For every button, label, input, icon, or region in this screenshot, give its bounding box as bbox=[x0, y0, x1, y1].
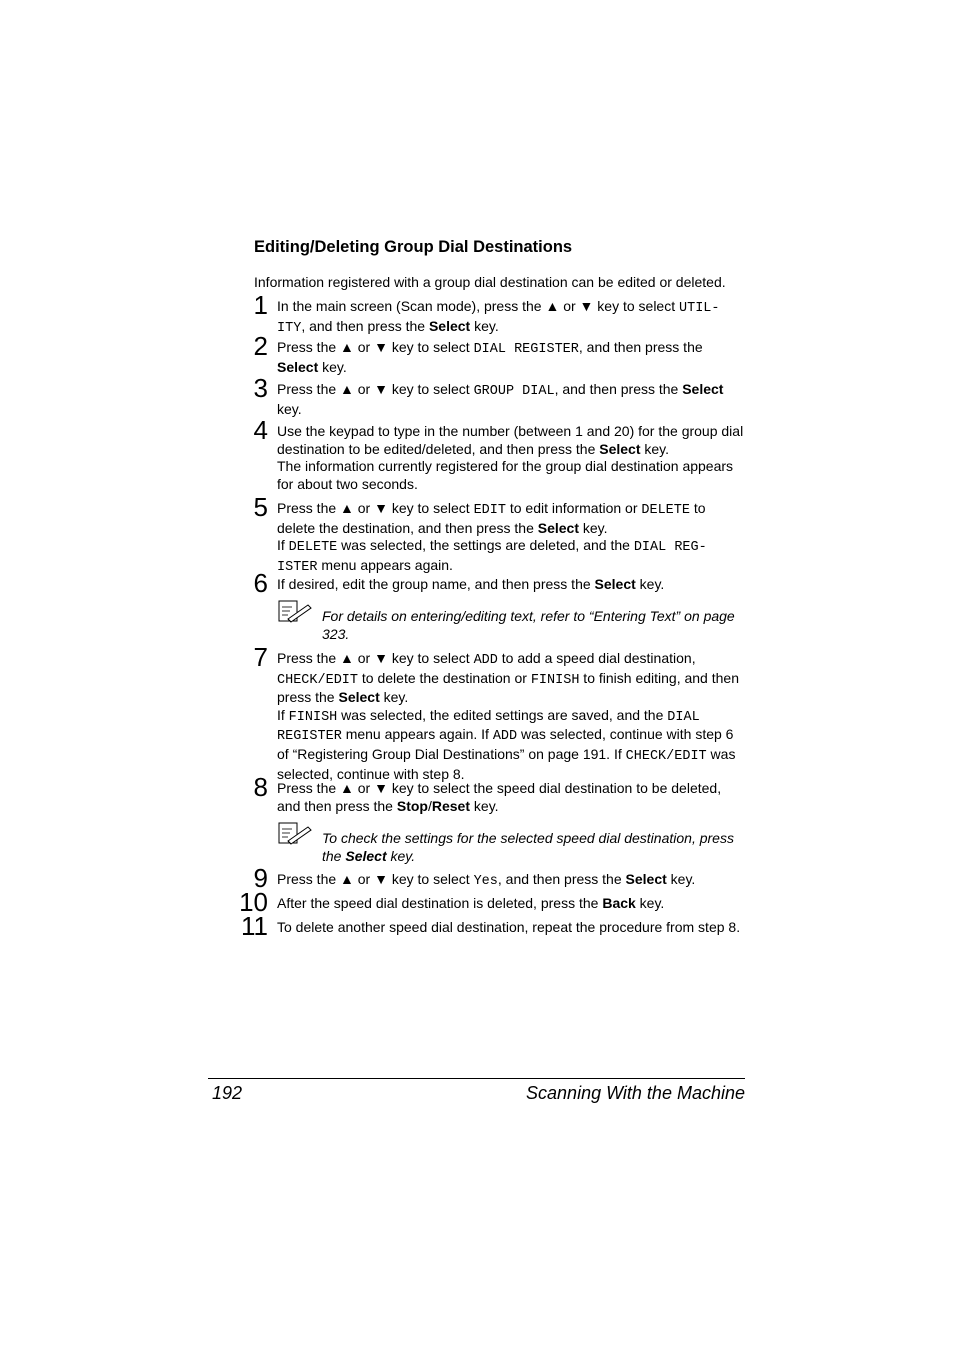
step-1: In the main screen (Scan mode), press the ▲ or ▼ key to select UTIL-ITY, and then press the Select key. bbox=[277, 298, 720, 336]
step-number-9: 9 bbox=[253, 863, 268, 893]
step-11: To delete another speed dial destination, repeat the procedure from step 8. bbox=[277, 919, 741, 935]
step-9: Press the ▲ or ▼ key to select Yes, and then press the Select key. bbox=[277, 871, 696, 889]
step-4: Use the keypad to type in the number (between 1 and 20) for the group dial destination to be edited/deleted, and then press the Select key. The information currently registered for the group dial destination appears for about two seconds. bbox=[277, 423, 744, 492]
note-pencil-icon bbox=[278, 600, 314, 624]
step-number-1: 1 bbox=[253, 290, 268, 320]
step-3: Press the ▲ or ▼ key to select GROUP DIAL, and then press the Select key. bbox=[277, 381, 724, 417]
note-1: For details on entering/editing text, refer to “Entering Text” on page 323. bbox=[322, 608, 735, 642]
step-number-3: 3 bbox=[253, 373, 268, 403]
step-10: After the speed dial destination is deleted, press the Back key. bbox=[277, 895, 665, 911]
section-heading: Editing/Deleting Group Dial Destinations bbox=[254, 238, 573, 256]
note-2: To check the settings for the selected speed dial destination, press the Select key. bbox=[322, 830, 734, 864]
step-6: If desired, edit the group name, and then press the Select key. bbox=[277, 576, 665, 592]
step-2: Press the ▲ or ▼ key to select DIAL REGISTER, and then press the Select key. bbox=[277, 339, 703, 375]
intro-paragraph: Information registered with a group dial destination can be edited or deleted. bbox=[254, 274, 726, 290]
step-number-6: 6 bbox=[253, 568, 268, 598]
step-number-8: 8 bbox=[253, 772, 268, 802]
footer-rule bbox=[208, 1078, 745, 1079]
step-number-5: 5 bbox=[253, 492, 268, 522]
step-number-2: 2 bbox=[253, 331, 268, 361]
chapter-title: Scanning With the Machine bbox=[526, 1083, 745, 1103]
step-5: Press the ▲ or ▼ key to select EDIT to edit information or DELETE to delete the destination, and then press the Select key. If DELETE was selected, the settings are deleted, and the DIAL REG-ISTER menu appears again. bbox=[277, 500, 707, 575]
step-number-11: 11 bbox=[241, 911, 268, 941]
page-number: 192 bbox=[212, 1083, 243, 1103]
note-pencil-icon bbox=[278, 822, 314, 846]
step-number-7: 7 bbox=[253, 642, 268, 672]
step-8: Press the ▲ or ▼ key to select the speed dial destination to be deleted, and then press the Stop/Reset key. bbox=[277, 780, 722, 814]
step-number-10: 10 bbox=[239, 887, 268, 917]
step-number-4: 4 bbox=[253, 415, 268, 445]
step-7: Press the ▲ or ▼ key to select ADD to add a speed dial destination, CHECK/EDIT to delete the destination or FINISH to finish editing, and then press the Select key. If FINISH was selected, the edited settings are saved, and the DIAL REGISTER menu appears again. If ADD was selected, continue with step 6 of “Registering Group Dial Destinations” on page 191. If CHECK/EDIT was selected, continue with step 8. bbox=[277, 650, 739, 782]
